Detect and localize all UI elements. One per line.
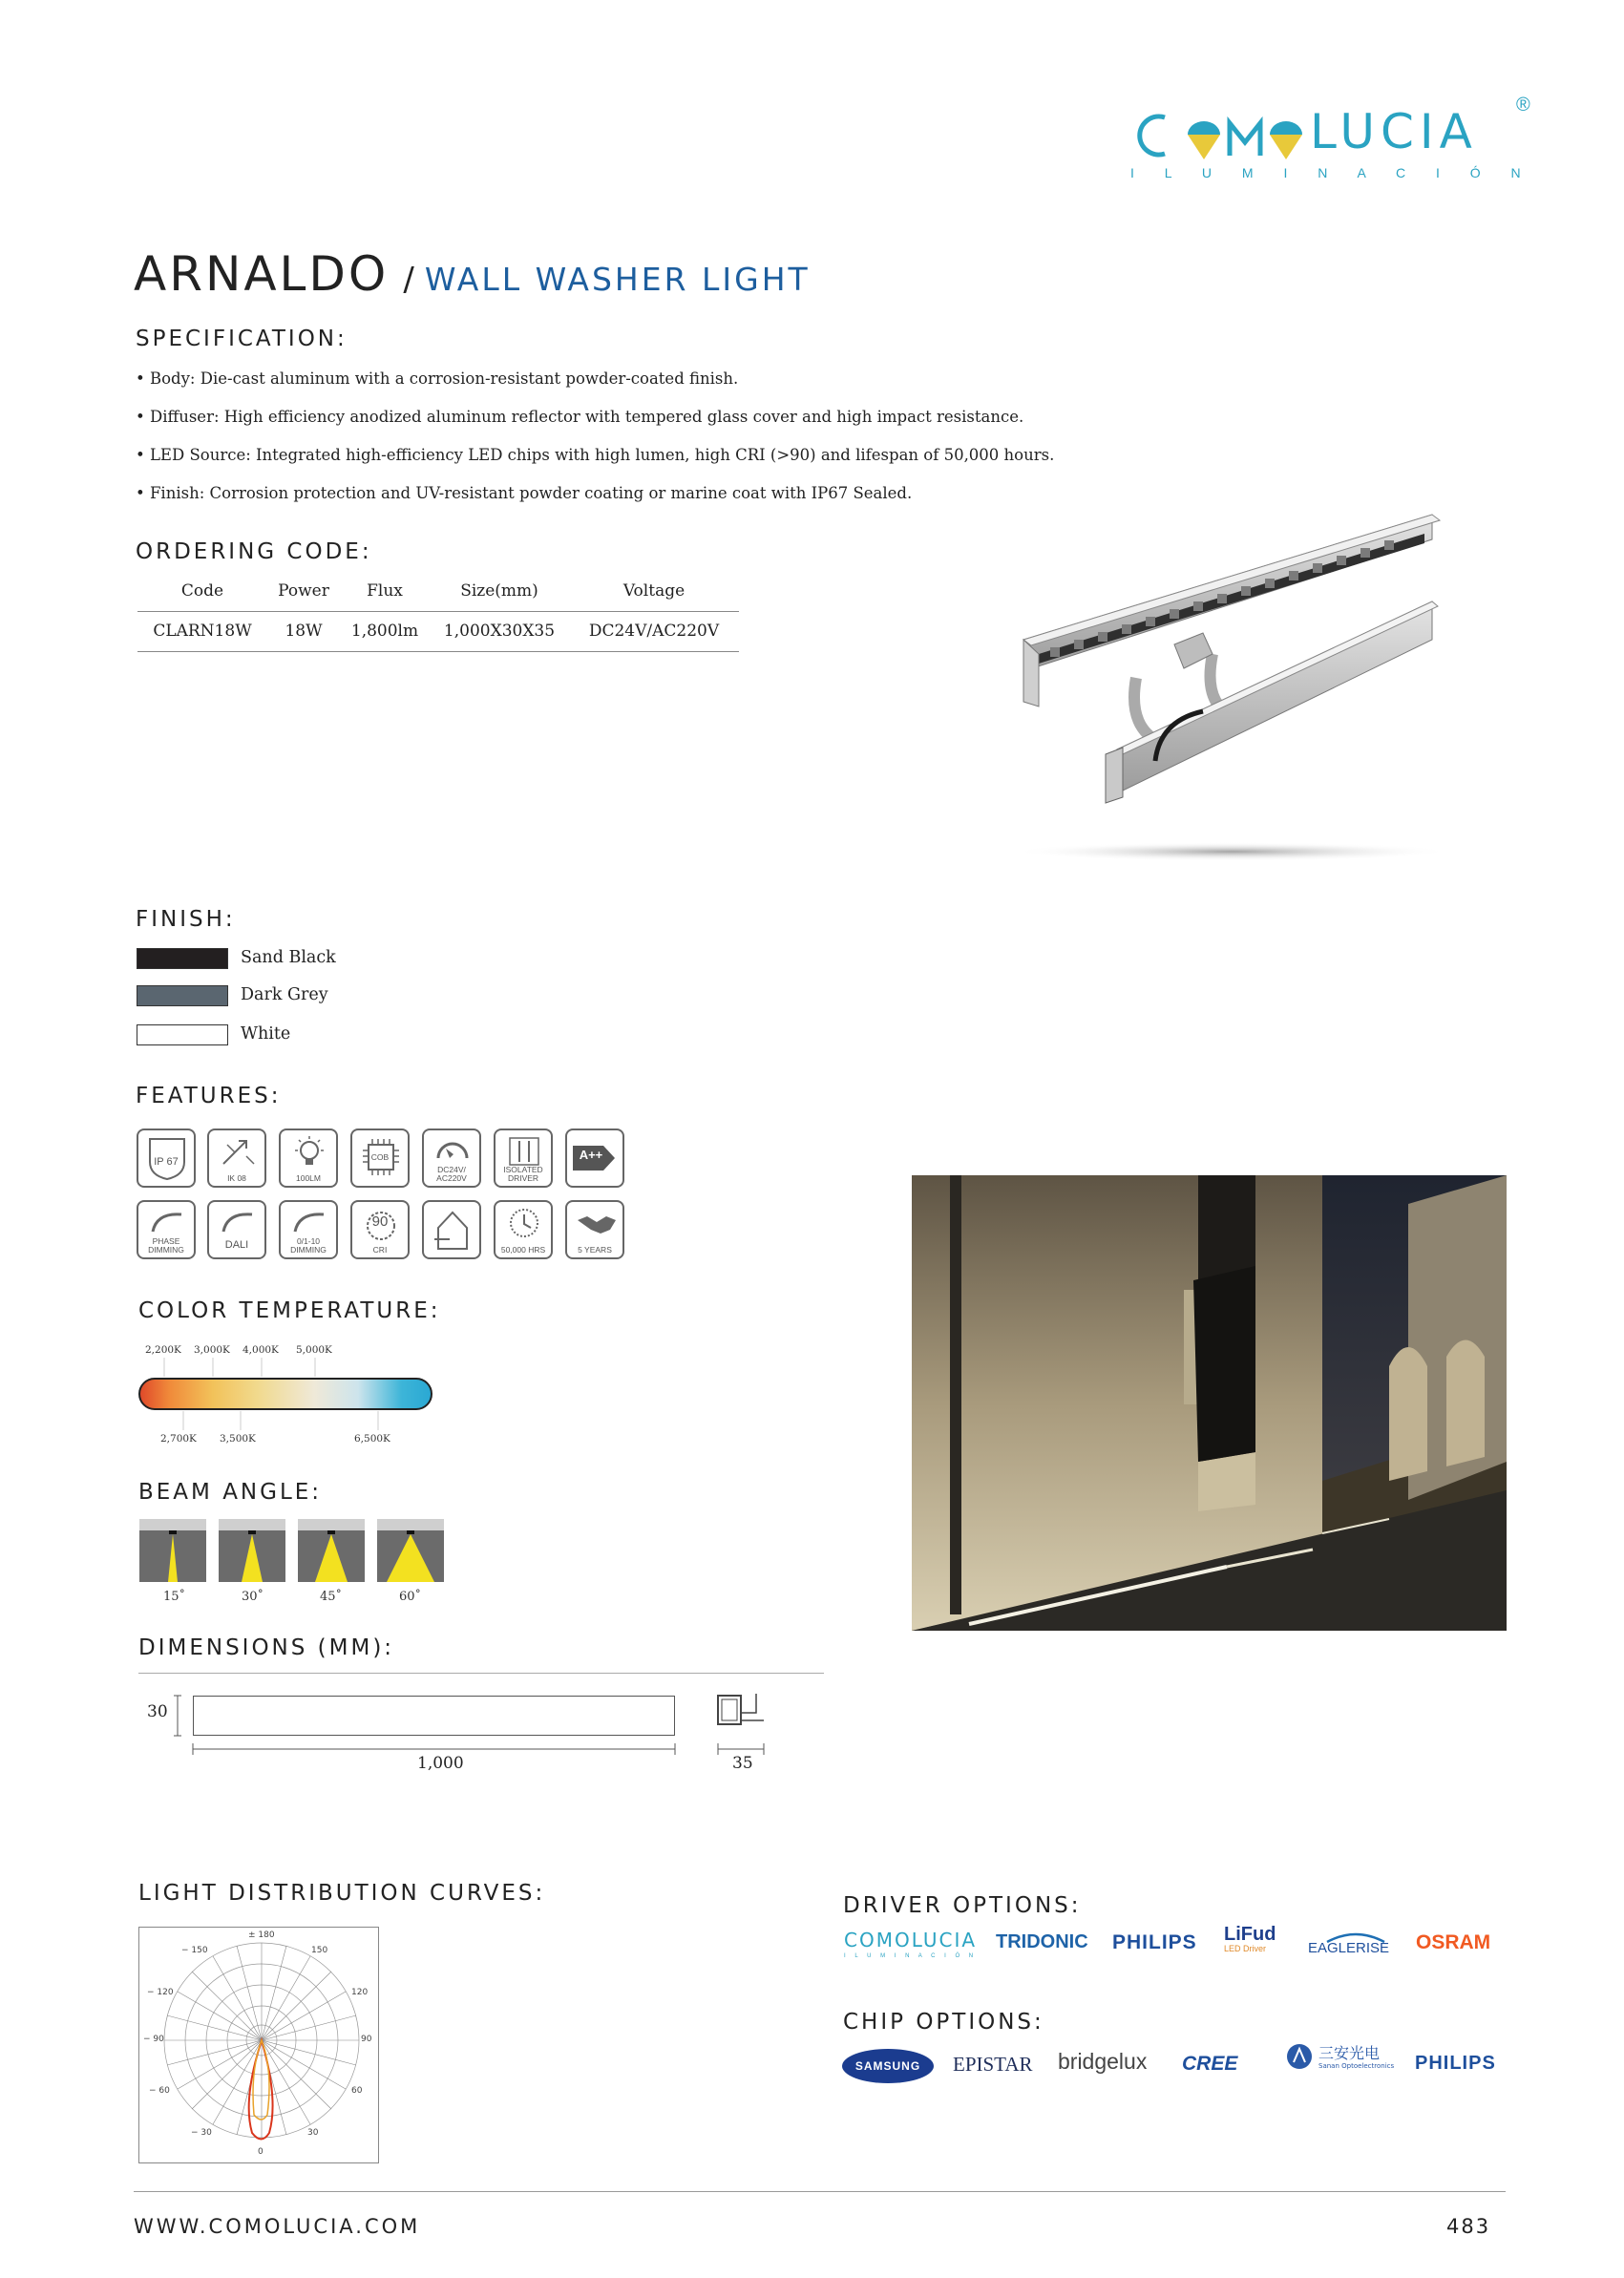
- brand-tagline: I L U M I N A C I Ó N: [1130, 165, 1534, 180]
- cct-label: 2,200K: [145, 1344, 181, 1356]
- col-size: Size(mm): [460, 580, 538, 601]
- ordering-header-row: [137, 571, 739, 611]
- cell-power: 18W: [285, 622, 323, 641]
- product-image: [983, 511, 1461, 874]
- chip-logo-epistar: EPISTAR: [953, 2053, 1033, 2076]
- polar-label: − 30: [191, 2128, 212, 2138]
- cct-label: 2,700K: [160, 1433, 197, 1445]
- polar-label: 90: [361, 2035, 372, 2044]
- finish-swatch-white: [137, 1024, 228, 1045]
- distribution-heading: LIGHT DISTRIBUTION CURVES:: [138, 1881, 546, 1906]
- dali-icon: DALI: [207, 1200, 266, 1259]
- finish-swatch-sand-black: [137, 948, 228, 969]
- brand-registered: ®: [1516, 95, 1530, 116]
- beam-45-diagram: [298, 1519, 365, 1582]
- title-separator: /: [403, 261, 414, 299]
- cct-label: 6,500K: [354, 1433, 390, 1445]
- cell-size: 1,000X30X35: [443, 622, 556, 641]
- polar-label: − 90: [143, 2035, 164, 2044]
- polar-label: − 120: [147, 1988, 174, 1997]
- isolated-driver-icon: ISOLATED DRIVER: [494, 1128, 553, 1188]
- chip-logo-bridgelux: bridgelux: [1058, 2049, 1148, 2074]
- specification-heading: SPECIFICATION:: [136, 327, 348, 351]
- spec-item: • Body: Die-cast aluminum with a corrosion-resistant powder-coated finish.: [136, 369, 739, 388]
- application-photo: [912, 1175, 1507, 1631]
- polar-label: 60: [351, 2086, 363, 2096]
- ordering-heading: ORDERING CODE:: [136, 539, 372, 564]
- bulb-100lm-icon: 100LM: [279, 1128, 338, 1188]
- spec-item: • LED Source: Integrated high-efficiency LED chips with high lumen, high CRI (>90) and lifespan of 50,000 hours.: [136, 446, 1055, 464]
- polar-label: 30: [307, 2128, 319, 2138]
- col-flux: Flux: [367, 580, 403, 601]
- col-voltage: Voltage: [622, 580, 685, 601]
- brand-name: LUCIA: [1310, 104, 1478, 159]
- cct-label: 5,000K: [296, 1344, 332, 1356]
- polar-label: 150: [311, 1946, 328, 1955]
- driver-logo-lifud: LiFud LED Driver: [1224, 1924, 1276, 1953]
- features-heading: FEATURES:: [136, 1084, 282, 1108]
- dc-ac-power-icon: DC24V/ AC220V: [422, 1128, 481, 1188]
- driver-logo-philips: PHILIPS: [1112, 1931, 1197, 1953]
- cell-voltage: DC24V/AC220V: [588, 622, 720, 641]
- driver-options-heading: DRIVER OPTIONS:: [843, 1893, 1082, 1918]
- chip-logo-cree: CREE: [1182, 2053, 1238, 2075]
- dimensions-heading: DIMENSIONS (MM):: [138, 1635, 395, 1660]
- brand-logo: [1127, 95, 1534, 186]
- finish-label: Dark Grey: [241, 985, 328, 1004]
- finish-swatch-dark-grey: [137, 985, 228, 1006]
- beam-30-diagram: [219, 1519, 285, 1582]
- dimming-0-10-icon: 0/1-10 DIMMING: [279, 1200, 338, 1259]
- beam-angle-heading: BEAM ANGLE:: [138, 1480, 323, 1505]
- cct-label: 3,500K: [220, 1433, 256, 1445]
- dim-depth: 35: [732, 1754, 753, 1773]
- product-subtitle: WALL WASHER LIGHT: [424, 261, 811, 298]
- chip-options-heading: CHIP OPTIONS:: [843, 2010, 1044, 2035]
- chip-logo-philips: PHILIPS: [1415, 2053, 1496, 2074]
- cct-gradient-bar: [138, 1378, 432, 1410]
- beam-label: 60˚: [399, 1590, 422, 1604]
- col-power: Power: [278, 580, 329, 601]
- beam-15-diagram: [139, 1519, 206, 1582]
- beam-label: 30˚: [242, 1590, 264, 1604]
- finish-label: White: [241, 1024, 291, 1044]
- table-row: [137, 611, 739, 651]
- polar-label-top: ± 180: [248, 1930, 275, 1940]
- beam-60-diagram: [377, 1519, 444, 1582]
- dim-end-profile: [714, 1692, 771, 1730]
- cell-code: CLARN18W: [153, 622, 252, 641]
- driver-logo-eaglerise: EAGLERISE: [1308, 1929, 1403, 1956]
- driver-logo-osram: OSRAM: [1416, 1931, 1491, 1953]
- col-code: Code: [180, 580, 224, 601]
- footer-rule: [134, 2191, 1506, 2192]
- cri90-icon: 90 CRI: [350, 1200, 410, 1259]
- beam-label: 45˚: [320, 1590, 343, 1604]
- driver-logo-comolucia: COMOLUCIA I L U M I N A C I Ó N: [844, 1929, 978, 1959]
- polar-label: − 60: [149, 2086, 170, 2096]
- polar-chart: [138, 1927, 379, 2163]
- phase-dimming-icon: PHASE DIMMING: [137, 1200, 196, 1259]
- cri-value: 90: [371, 1213, 389, 1230]
- ip67-icon: IP 67: [137, 1128, 196, 1188]
- beam-label: 15˚: [163, 1590, 186, 1604]
- finish-label: Sand Black: [241, 948, 336, 967]
- polar-label: − 150: [181, 1946, 208, 1955]
- driver-logo-tridonic: TRIDONIC: [996, 1931, 1088, 1952]
- polar-label: 120: [351, 1988, 369, 1997]
- cob-chip-icon: COB: [350, 1128, 410, 1188]
- lifespan-icon: 50,000 HRS: [494, 1200, 553, 1259]
- cell-flux: 1,800lm: [350, 622, 419, 641]
- dim-height: 30: [147, 1702, 168, 1721]
- ordering-table: [137, 571, 739, 652]
- cct-label: 3,000K: [194, 1344, 230, 1356]
- cct-label: 4,000K: [243, 1344, 279, 1356]
- ik08-icon: IK 08: [207, 1128, 266, 1188]
- chip-logo-samsung: SAMSUNG: [842, 2049, 934, 2083]
- spec-item: • Diffuser: High efficiency anodized aluminum reflector with tempered glass cover and high impact resistance.: [136, 408, 1024, 426]
- polar-label: 0: [258, 2147, 264, 2157]
- class-insulation-icon: [422, 1200, 481, 1259]
- dim-lines: [172, 1690, 773, 1757]
- footer-website[interactable]: WWW.COMOLUCIA.COM: [134, 2215, 421, 2238]
- dimensions-rule: [138, 1673, 824, 1674]
- product-name: ARNALDO: [134, 246, 390, 302]
- page-title: [134, 246, 811, 302]
- page-number: 483: [1446, 2215, 1491, 2238]
- color-temperature-heading: COLOR TEMPERATURE:: [138, 1298, 441, 1323]
- dim-length: 1,000: [417, 1754, 464, 1773]
- finish-heading: FINISH:: [136, 907, 236, 932]
- spec-item: • Finish: Corrosion protection and UV-resistant powder coating or marine coat with IP67 Sealed.: [136, 484, 913, 502]
- energy-class-icon: A++: [565, 1128, 624, 1188]
- warranty-handshake-icon: 5 YEARS: [565, 1200, 624, 1259]
